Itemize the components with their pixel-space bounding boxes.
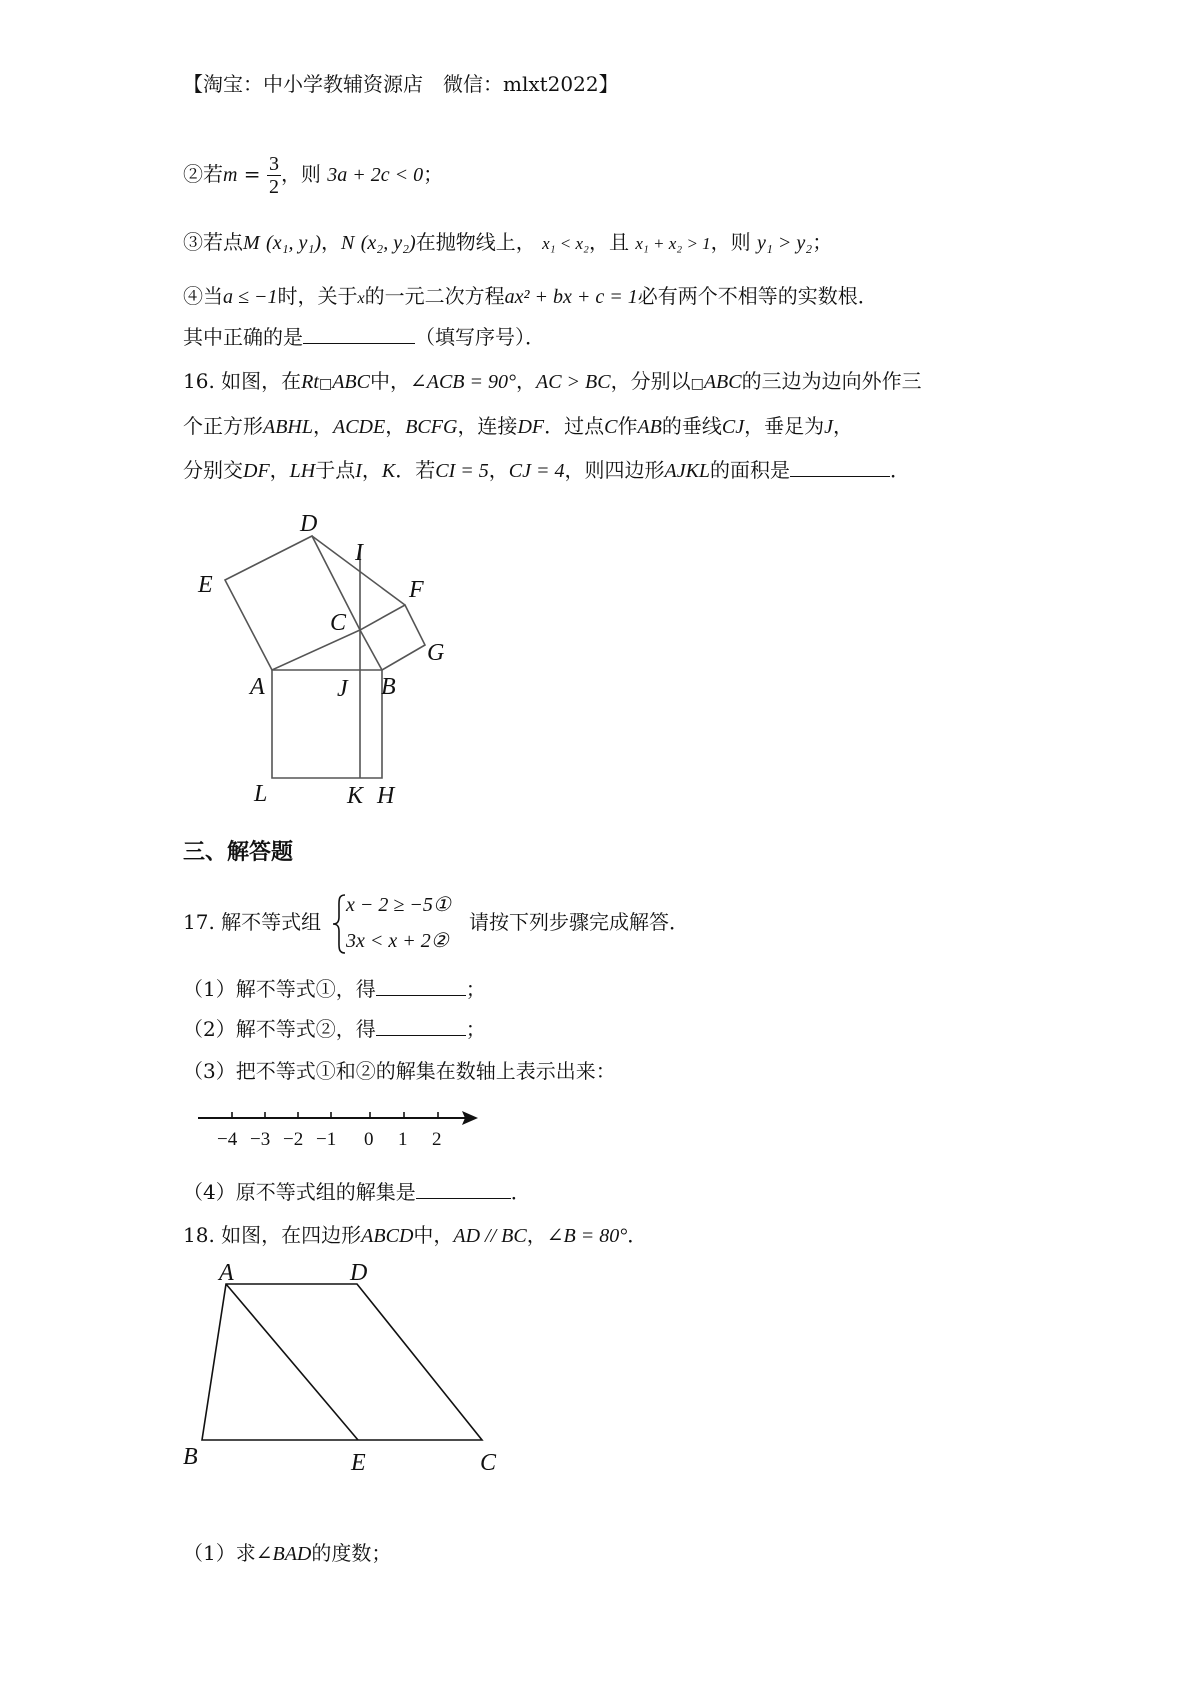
label-a: A xyxy=(250,674,265,700)
q15-item-2: ②若m = $\frac{3}{2}$ ，则 3a + 2c < 0； xyxy=(183,153,444,198)
tick-label: 2 xyxy=(432,1129,442,1150)
q18-part-1: （1）求∠BAD的度数； xyxy=(183,1541,392,1565)
q15-item-3: ③若点M (x₁, y₁)，N (x₂, y₂)在抛物线上， x₁ < x₂，且 x₁ + x₂ > 1，则 y₁ > y₂； xyxy=(183,230,833,254)
label-f: F xyxy=(409,577,424,603)
q16-line-2: 个正方形ABHL，ACDE，BCFG，连接DF．过点C作AB的垂线CJ，垂足为J， xyxy=(183,414,853,438)
brace-icon xyxy=(331,893,347,955)
label-d: D xyxy=(300,511,318,537)
q17-step-3: （3）把不等式①和②的解集在数轴上表示出来： xyxy=(183,1059,616,1083)
label-a: A xyxy=(219,1260,234,1286)
label-l: L xyxy=(254,781,268,807)
label-i: I xyxy=(355,540,363,566)
tick-label: −4 xyxy=(217,1129,238,1150)
answer-blank[interactable] xyxy=(376,977,466,996)
number-line xyxy=(190,1100,490,1160)
square-bcfg xyxy=(360,605,425,670)
label-e: E xyxy=(351,1450,366,1475)
label-b: B xyxy=(381,674,396,700)
q17-inequality-2: 3x < x + 2② xyxy=(346,930,449,952)
q16-squares-figure xyxy=(180,505,480,810)
q18-statement: 18. 如图，在四边形ABCD中，AD // BC，∠B = 80°． xyxy=(183,1223,648,1247)
label-c: C xyxy=(330,610,347,636)
q17-step-1: （1）解不等式①，得 ； xyxy=(183,977,486,1001)
fraction-three-halves: $\frac{3}{2}$ xyxy=(268,153,279,198)
q18-trapezoid-figure xyxy=(180,1255,510,1475)
q17-step-4: （4）原不等式组的解集是 ． xyxy=(183,1180,531,1204)
page-header: 【淘宝：中小学教辅资源店 微信：mlxt2022】 xyxy=(183,72,619,96)
label-k: K xyxy=(347,783,364,809)
q15-item-4: ④当a ≤ −1时，关于x的一元二次方程ax² + bx + c = 1必有两个不相等的实数根． xyxy=(183,284,878,308)
label-d: D xyxy=(350,1260,368,1286)
trapezoid-abcd xyxy=(202,1284,482,1440)
q17-tail: 请按下列步骤完成解答． xyxy=(469,910,689,934)
q17-inequality-1: x − 2 ≥ −5① xyxy=(346,894,451,916)
q17-step-2: （2）解不等式②，得 ； xyxy=(183,1017,486,1041)
tick-label: 0 xyxy=(364,1129,374,1150)
label-e: E xyxy=(198,572,213,598)
tick-label: −3 xyxy=(250,1129,271,1150)
answer-blank[interactable] xyxy=(416,1180,511,1199)
label-j: J xyxy=(337,676,348,702)
tick-label: −2 xyxy=(283,1129,304,1150)
tick-label: 1 xyxy=(398,1129,408,1150)
answer-blank[interactable] xyxy=(790,458,890,477)
label-b: B xyxy=(183,1444,198,1470)
q16-line-1: 16. 如图，在Rt□ABC中，∠ACB = 90°，AC > BC，分别以□ABC的三边为边向外作三 xyxy=(183,369,922,393)
q16-line-3: 分别交DF，LH于点I，K．若CI = 5，CJ = 4，则四边形AJKL的面积是 ． xyxy=(183,458,911,482)
tick-label: −1 xyxy=(316,1129,337,1150)
q15-answer-line: 其中正确的是 （填写序号）． xyxy=(183,325,545,349)
section-heading: 三、解答题 xyxy=(183,839,294,865)
answer-blank[interactable] xyxy=(376,1017,466,1036)
label-h: H xyxy=(377,783,395,809)
q17-intro: 17. 解不等式组 xyxy=(183,910,322,934)
square-abhl xyxy=(272,670,382,778)
label-c: C xyxy=(480,1450,497,1475)
label-g: G xyxy=(427,640,445,666)
segment-ae xyxy=(226,1284,358,1440)
answer-blank[interactable] xyxy=(303,325,415,344)
